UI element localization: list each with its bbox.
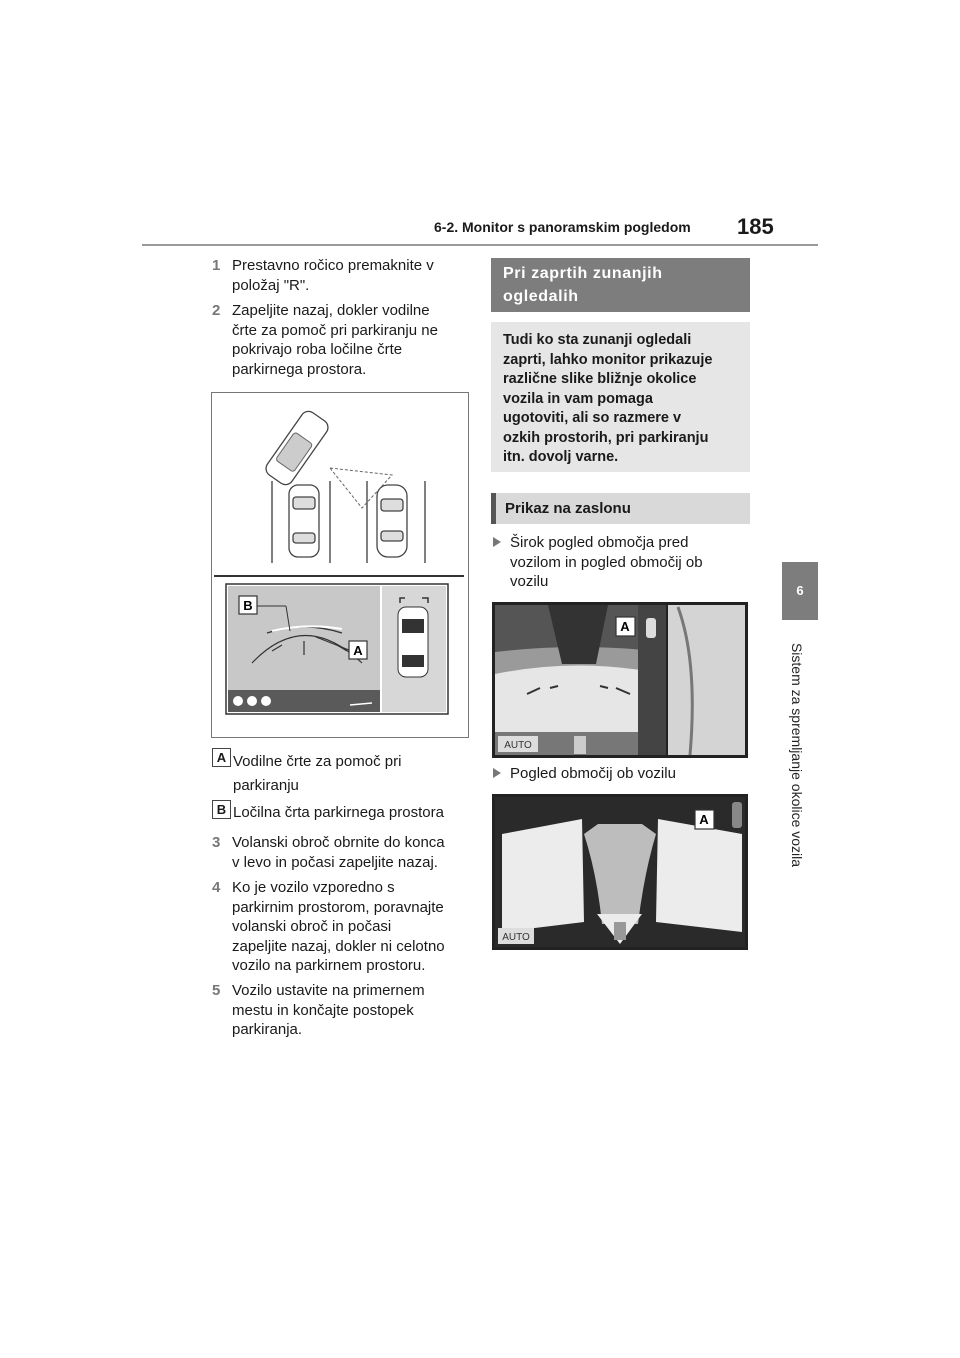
legend-a-text xyxy=(233,750,473,798)
step-line: v levo in počasi zapeljite nazaj. xyxy=(232,853,438,871)
wide-front-view-svg xyxy=(492,602,748,758)
legend-tag-a: A xyxy=(212,748,231,767)
wide-front-view-screen xyxy=(492,602,748,758)
intro-line: itn. dovolj varne. xyxy=(503,449,619,465)
step-5 xyxy=(212,981,472,1041)
section-heading xyxy=(491,258,750,312)
step-number: 5 xyxy=(212,982,221,999)
step-line: zapeljite nazaj, dokler ni celotno xyxy=(232,937,445,955)
chapter-title-vertical xyxy=(747,630,847,880)
step-line: črte za pomoč pri parkiranju ne xyxy=(232,321,438,339)
step-line: Zapeljite nazaj, dokler vodilne xyxy=(232,302,430,319)
step-line: Vozilo ustavite na primernem xyxy=(232,982,425,999)
step-4 xyxy=(212,878,474,978)
intro-line: ugotoviti, ali so razmere v xyxy=(503,410,682,426)
legend-b-text xyxy=(233,803,473,823)
bullet-line: vozilom in pogled območij ob xyxy=(510,553,703,571)
intro-line: Tudi ko sta zunanji ogledali xyxy=(503,332,692,348)
parking-illustration-svg xyxy=(212,393,468,737)
bullet-line: Širok pogled območja pred xyxy=(510,534,689,551)
intro-box xyxy=(491,322,750,472)
label-a: A xyxy=(620,619,630,634)
sub-heading: Prikaz na zaslonu xyxy=(491,493,750,524)
step-3 xyxy=(212,833,472,873)
intro-line: različne slike bližnje okolice xyxy=(503,371,697,387)
intro-line: vozila in vam pomaga xyxy=(503,390,653,407)
step-number: 1 xyxy=(212,257,221,274)
section-title: 6-2. Monitor s panoramskim pogledom xyxy=(434,219,691,235)
legend-tag-b: B xyxy=(212,800,231,819)
step-line: Prestavno ročico premaknite v xyxy=(232,257,434,274)
legend-line: Vodilne črte za pomoč pri xyxy=(233,753,402,770)
step-2 xyxy=(212,301,472,381)
header-rule xyxy=(142,244,818,246)
step-line: Volanski obroč obrnite do konca xyxy=(232,834,445,851)
page-number: 185 xyxy=(737,214,774,239)
bullet-line: vozilu xyxy=(510,573,549,590)
bullet-1 xyxy=(493,533,753,593)
section-heading-line: ogledalih xyxy=(503,288,579,305)
bullet-line: Pogled območij ob vozilu xyxy=(510,765,676,782)
bullet-2 xyxy=(493,764,753,786)
auto-label: AUTO xyxy=(504,740,532,751)
step-line: volanski obroč in počasi xyxy=(232,918,392,935)
step-line: mestu in končajte postopek xyxy=(232,1001,414,1019)
chapter-tab: 6 xyxy=(782,562,818,620)
step-line: parkirnega prostora. xyxy=(232,360,367,378)
parking-illustration xyxy=(211,392,469,738)
step-line: parkirnim prostorom, poravnajte xyxy=(232,898,444,916)
intro-line: zaprti, lahko monitor prikazuje xyxy=(503,351,713,368)
label-a: A xyxy=(353,643,363,658)
legend-line: Ločilna črta parkirnega prostora xyxy=(233,804,444,821)
label-b: B xyxy=(243,598,253,613)
step-line: položaj "R". xyxy=(232,276,310,294)
chapter-title: Sistem za spremljanje okolice vozila xyxy=(789,642,805,868)
label-a: A xyxy=(699,812,709,827)
step-line: vozilo na parkirnem prostoru. xyxy=(232,957,426,974)
side-view-svg xyxy=(492,794,748,950)
step-line: Ko je vozilo vzporedno s xyxy=(232,879,395,896)
side-view-screen xyxy=(492,794,748,950)
bullet-arrow-icon xyxy=(493,537,501,547)
section-heading-line: Pri zaprtih zunanjih xyxy=(503,265,663,282)
legend-line: parkiranju xyxy=(233,777,299,794)
step-line: pokrivajo roba ločilne črte xyxy=(232,341,403,358)
intro-line: ozkih prostorih, pri parkiranju xyxy=(503,429,709,446)
step-number: 2 xyxy=(212,302,221,319)
step-number: 3 xyxy=(212,834,221,851)
step-number: 4 xyxy=(212,879,221,896)
auto-label: AUTO xyxy=(502,932,530,943)
step-1 xyxy=(212,256,472,296)
bullet-arrow-icon xyxy=(493,768,501,778)
step-line: parkiranja. xyxy=(232,1021,303,1038)
